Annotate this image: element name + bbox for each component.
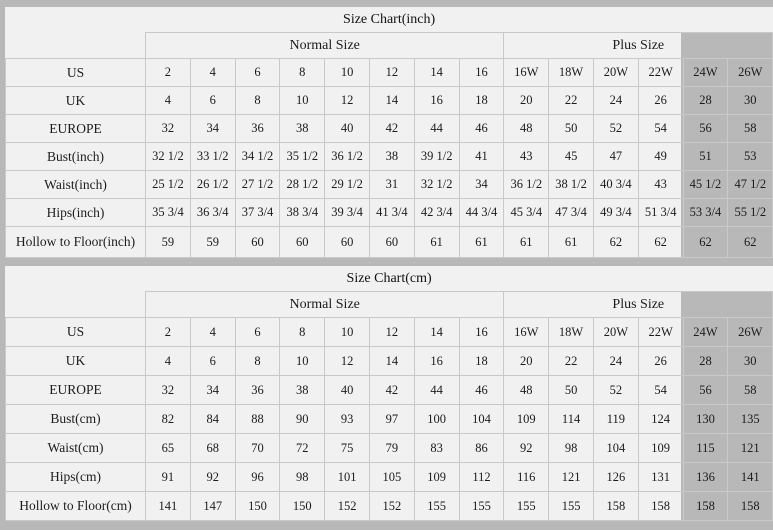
table-cell: 18W [549,318,594,347]
table-row [6,405,773,434]
table-cell: 16 [459,318,504,347]
table-cell: 90 [280,405,325,434]
table-cell: 6 [190,347,235,376]
table-cell: 32 1/2 [146,143,191,171]
table-cell: 35 3/4 [146,199,191,227]
table-cell: 14 [369,347,414,376]
table-cell: 36 [235,376,280,405]
row-label: EUROPE [6,115,146,143]
table-cell: 96 [235,463,280,492]
table-cell: 34 1/2 [235,143,280,171]
table-cell: 38 [369,143,414,171]
table-row [6,347,773,376]
table-cell: 45 3/4 [504,199,549,227]
table-cell: 12 [369,318,414,347]
table-cell: 29 1/2 [325,171,370,199]
table-cell: 119 [593,405,638,434]
table-cell: 158 [638,492,683,521]
table-cell: 109 [638,434,683,463]
table-cell: 126 [593,463,638,492]
table-cell: 16W [504,59,549,87]
table-cell: 112 [459,463,504,492]
table-cell: 56 [683,115,728,143]
table-cell: 26 [638,87,683,115]
table-cell: 54 [638,115,683,143]
table-row [6,227,773,258]
table-cell: 155 [504,492,549,521]
table-cell: 42 3/4 [414,199,459,227]
table-cell: 10 [280,347,325,376]
table-cell: 141 [728,463,773,492]
size-chart-inch [4,6,767,259]
table-cell: 100 [414,405,459,434]
table-cell: 48 [504,115,549,143]
table-cell: 24 [593,87,638,115]
table-cell: 44 [414,376,459,405]
table-cell: 53 [728,143,773,171]
table-cell: 62 [728,227,773,258]
table-cell: 4 [146,87,191,115]
table-cell: 124 [638,405,683,434]
table-cell: 42 [369,115,414,143]
table-cell: 61 [549,227,594,258]
table-cell: 115 [683,434,728,463]
table-cell: 39 3/4 [325,199,370,227]
row-label: EUROPE [6,376,146,405]
table-cell: 32 [146,115,191,143]
table-cell: 58 [728,376,773,405]
table-cell: 37 3/4 [235,199,280,227]
table-cell: 24 [593,347,638,376]
table-cell: 84 [190,405,235,434]
table-cell: 26 1/2 [190,171,235,199]
table-cell: 52 [593,376,638,405]
table-cell: 8 [235,347,280,376]
table-cell: 4 [146,347,191,376]
table-cell: 72 [280,434,325,463]
table-cell: 22 [549,87,594,115]
table-cell: 98 [549,434,594,463]
table-cell: 135 [728,405,773,434]
table-cell: 40 [325,115,370,143]
table-cell: 26 [638,347,683,376]
table-cell: 43 [504,143,549,171]
table-cell: 35 1/2 [280,143,325,171]
table-cell: 32 [146,376,191,405]
table-cell: 155 [459,492,504,521]
size-chart-cm [4,265,763,522]
table-cell: 45 [549,143,594,171]
table-cell: 46 [459,115,504,143]
table-cell: 109 [414,463,459,492]
group-header-row [6,292,773,318]
table-cell: 42 [369,376,414,405]
row-label: UK [6,347,146,376]
table-cell: 141 [146,492,191,521]
table-cell: 45 1/2 [683,171,728,199]
table-cell: 38 [280,115,325,143]
group-header-blank [6,292,146,318]
row-label: Hips(cm) [6,463,146,492]
table-cell: 4 [190,318,235,347]
table-row [6,434,773,463]
table-cell: 31 [369,171,414,199]
table-cell: 6 [190,87,235,115]
table-cell: 131 [638,463,683,492]
table-cell: 109 [504,405,549,434]
table-cell: 54 [638,376,683,405]
table-cell: 101 [325,463,370,492]
table-cell: 51 3/4 [638,199,683,227]
table-cell: 34 [190,115,235,143]
table-cell: 4 [190,59,235,87]
table-cell: 16 [414,347,459,376]
table-cell: 22 [549,347,594,376]
table-cell: 40 3/4 [593,171,638,199]
table-cell: 116 [504,463,549,492]
table-cell: 8 [235,87,280,115]
table-cell: 50 [549,376,594,405]
table-cell: 10 [325,318,370,347]
table-cell: 150 [235,492,280,521]
table-cell: 36 1/2 [325,143,370,171]
table-cell: 56 [683,376,728,405]
table-cell: 28 1/2 [280,171,325,199]
table-cell: 10 [280,87,325,115]
table-cell: 8 [280,59,325,87]
table-cell: 47 3/4 [549,199,594,227]
table-cell: 59 [146,227,191,258]
table-row [6,492,773,521]
table-cell: 98 [280,463,325,492]
table-cell: 18 [459,347,504,376]
table-cell: 28 [683,87,728,115]
table-cell: 10 [325,59,370,87]
table-cell: 47 1/2 [728,171,773,199]
table-cell: 27 1/2 [235,171,280,199]
table-cell: 34 [190,376,235,405]
table-row [6,115,773,143]
table-cell: 60 [325,227,370,258]
table-cell: 155 [414,492,459,521]
table-cell: 60 [369,227,414,258]
table-cell: 58 [728,115,773,143]
table-cell: 8 [280,318,325,347]
table-cell: 51 [683,143,728,171]
table-cell: 75 [325,434,370,463]
table-cell: 88 [235,405,280,434]
table-cell: 44 [414,115,459,143]
table-cell: 49 [638,143,683,171]
table-cell: 24W [683,59,728,87]
table-cell: 92 [190,463,235,492]
table-cell: 22W [638,59,683,87]
table-cell: 38 3/4 [280,199,325,227]
table-cell: 92 [504,434,549,463]
table-cell: 33 1/2 [190,143,235,171]
table-cell: 14 [369,87,414,115]
table-cell: 147 [190,492,235,521]
table-cell: 16 [459,59,504,87]
table-row [6,171,773,199]
table-cell: 6 [235,59,280,87]
row-label: Bust(cm) [6,405,146,434]
table-cell: 44 3/4 [459,199,504,227]
table-cell: 105 [369,463,414,492]
table-cell: 53 3/4 [683,199,728,227]
table-cell: 136 [683,463,728,492]
table-cell: 121 [549,463,594,492]
table-cell: 48 [504,376,549,405]
table-cell: 62 [638,227,683,258]
table-cell: 97 [369,405,414,434]
row-label: US [6,318,146,347]
table-row [6,59,773,87]
group-header-cell: Normal Size [146,292,504,318]
table-cell: 104 [459,405,504,434]
table-cell: 12 [325,87,370,115]
table-cell: 50 [549,115,594,143]
table-cell: 130 [683,405,728,434]
table-cell: 61 [459,227,504,258]
table-cell: 25 1/2 [146,171,191,199]
table-cell: 46 [459,376,504,405]
table-cell: 12 [369,59,414,87]
table-cell: 104 [593,434,638,463]
group-header-cell: Plus Size [504,33,773,59]
table-cell: 16W [504,318,549,347]
group-header-cell: Normal Size [146,33,504,59]
table-cell: 14 [414,59,459,87]
table-cell: 114 [549,405,594,434]
row-label: Hips(inch) [6,199,146,227]
table-cell: 38 [280,376,325,405]
row-label: UK [6,87,146,115]
table-cell: 36 3/4 [190,199,235,227]
table-cell: 40 [325,376,370,405]
table-cell: 83 [414,434,459,463]
table-cell: 36 1/2 [504,171,549,199]
row-label: Bust(inch) [6,143,146,171]
table-cell: 65 [146,434,191,463]
size-chart-cm-table [5,266,773,521]
table-cell: 70 [235,434,280,463]
table-cell: 55 1/2 [728,199,773,227]
size-chart-inch-table [5,7,773,258]
table-cell: 18 [459,87,504,115]
row-label: US [6,59,146,87]
table-cell: 12 [325,347,370,376]
table-row [6,463,773,492]
table-cell: 152 [325,492,370,521]
table-cell: 59 [190,227,235,258]
table-cell: 52 [593,115,638,143]
table-cell: 79 [369,434,414,463]
table-cell: 158 [683,492,728,521]
table-cell: 39 1/2 [414,143,459,171]
table-cell: 62 [683,227,728,258]
table-cell: 93 [325,405,370,434]
group-header-blank [6,33,146,59]
table-cell: 158 [728,492,773,521]
row-label: Waist(cm) [6,434,146,463]
table-cell: 121 [728,434,773,463]
table-cell: 26W [728,59,773,87]
group-header-row [6,33,773,59]
table-cell: 20 [504,87,549,115]
table-cell: 20 [504,347,549,376]
table-cell: 150 [280,492,325,521]
table-row [6,87,773,115]
table-cell: 61 [504,227,549,258]
row-label: Hollow to Floor(inch) [6,227,146,258]
table-row [6,376,773,405]
table-row [6,318,773,347]
table-cell: 24W [683,318,728,347]
row-label: Waist(inch) [6,171,146,199]
table-cell: 49 3/4 [593,199,638,227]
table-cell: 91 [146,463,191,492]
table-cell: 155 [549,492,594,521]
chart-title-cm: Size Chart(cm) [5,266,773,291]
table-cell: 38 1/2 [549,171,594,199]
chart-title-inch: Size Chart(inch) [5,7,773,32]
table-cell: 20W [593,318,638,347]
table-cell: 2 [146,318,191,347]
table-cell: 82 [146,405,191,434]
table-row [6,143,773,171]
table-cell: 30 [728,347,773,376]
table-cell: 16 [414,87,459,115]
table-cell: 158 [593,492,638,521]
table-cell: 60 [280,227,325,258]
table-cell: 26W [728,318,773,347]
row-label: Hollow to Floor(cm) [6,492,146,521]
table-cell: 60 [235,227,280,258]
table-cell: 47 [593,143,638,171]
table-cell: 62 [593,227,638,258]
table-cell: 34 [459,171,504,199]
table-cell: 41 [459,143,504,171]
table-cell: 22W [638,318,683,347]
table-cell: 43 [638,171,683,199]
table-cell: 2 [146,59,191,87]
table-cell: 6 [235,318,280,347]
table-cell: 18W [549,59,594,87]
table-cell: 32 1/2 [414,171,459,199]
group-header-cell: Plus Size [504,292,773,318]
table-cell: 86 [459,434,504,463]
table-cell: 28 [683,347,728,376]
table-cell: 14 [414,318,459,347]
table-cell: 41 3/4 [369,199,414,227]
table-cell: 30 [728,87,773,115]
table-cell: 152 [369,492,414,521]
table-cell: 20W [593,59,638,87]
table-cell: 68 [190,434,235,463]
table-row [6,199,773,227]
table-cell: 61 [414,227,459,258]
table-cell: 36 [235,115,280,143]
